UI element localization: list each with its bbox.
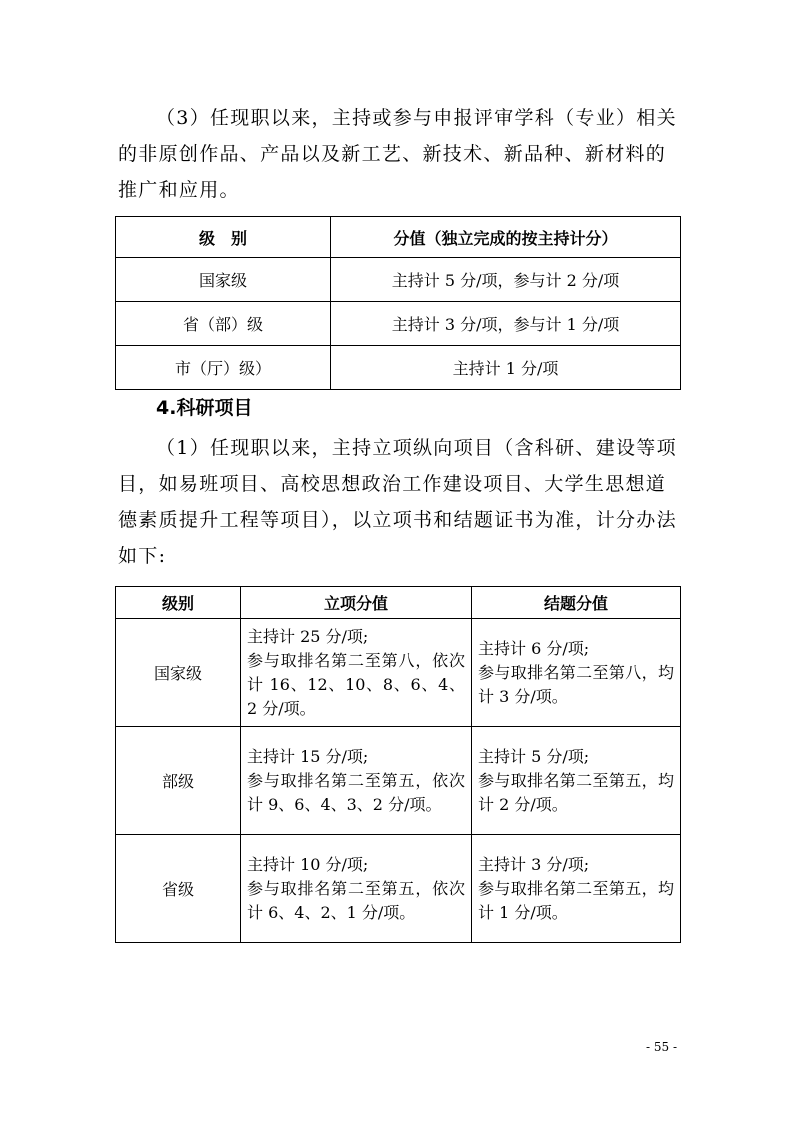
completion-score-cell [472,835,681,943]
project-score-cell [241,727,472,835]
section3-table [115,216,681,390]
completion-participant-line: 参与取排名第二至第八，均计 3 分/项。 [478,662,674,706]
level-cell: 省（部）级 [116,302,331,346]
level-cell: 国家级 [116,619,241,727]
level-cell: 市（厅）级） [116,346,331,390]
header-level: 级 别 [116,217,331,258]
header-level: 级别 [116,587,241,619]
completion-participant-line: 参与取排名第二至第五，均计 2 分/项。 [478,770,674,814]
table-header-row [116,217,681,258]
completion-participant-line: 参与取排名第二至第五，均计 1 分/项。 [478,878,674,922]
section4-paragraph: （1）任现职以来，主持立项纵向项目（含科研、建设等项目，如易班项目、高校思想政治工作建设项目、大学生思想道德素质提升工程等项目），以立项书和结题证书为准，计分办法如下: [118,437,677,567]
score-cell: 主持计 3 分/项，参与计 1 分/项 [331,302,681,346]
level-cell: 国家级 [116,258,331,302]
table-row [116,727,681,835]
section4-table [115,586,681,943]
completion-host-line: 主持计 6 分/项; [478,638,590,658]
table-header-row [116,587,681,619]
completion-score-cell [472,727,681,835]
completion-score-cell [472,619,681,727]
table-row [116,346,681,390]
level-cell: 部级 [116,727,241,835]
header-score: 分值（独立完成的按主持计分） [331,217,681,258]
table-row [116,302,681,346]
header-project-score: 立项分值 [241,587,472,619]
header-completion-score: 结题分值 [472,587,681,619]
section4-heading: 4.科研项目 [156,397,253,419]
project-score-cell [241,835,472,943]
project-participant-line: 参与取排名第二至第八，依次计 16、12、10、8、6、4、2 分/项。 [247,650,465,718]
project-host-line: 主持计 15 分/项; [247,746,369,766]
table-row [116,258,681,302]
table-row [116,835,681,943]
project-participant-line: 参与取排名第二至第五，依次计 9、6、4、3、2 分/项。 [247,770,465,814]
project-score-cell [241,619,472,727]
project-host-line: 主持计 10 分/项; [247,854,369,874]
completion-host-line: 主持计 5 分/项; [478,746,590,766]
score-cell: 主持计 1 分/项 [331,346,681,390]
score-cell: 主持计 5 分/项，参与计 2 分/项 [331,258,681,302]
project-participant-line: 参与取排名第二至第五，依次计 6、4、2、1 分/项。 [247,878,465,922]
level-cell: 省级 [116,835,241,943]
page-number: - 55 - [645,1040,677,1054]
section3-paragraph: （3）任现职以来，主持或参与申报评审学科（专业）相关的非原创作品、产品以及新工艺、新技术、新品种、新材料的推广和应用。 [118,107,677,201]
completion-host-line: 主持计 3 分/项; [478,854,590,874]
project-host-line: 主持计 25 分/项; [247,626,369,646]
table-row [116,619,681,727]
